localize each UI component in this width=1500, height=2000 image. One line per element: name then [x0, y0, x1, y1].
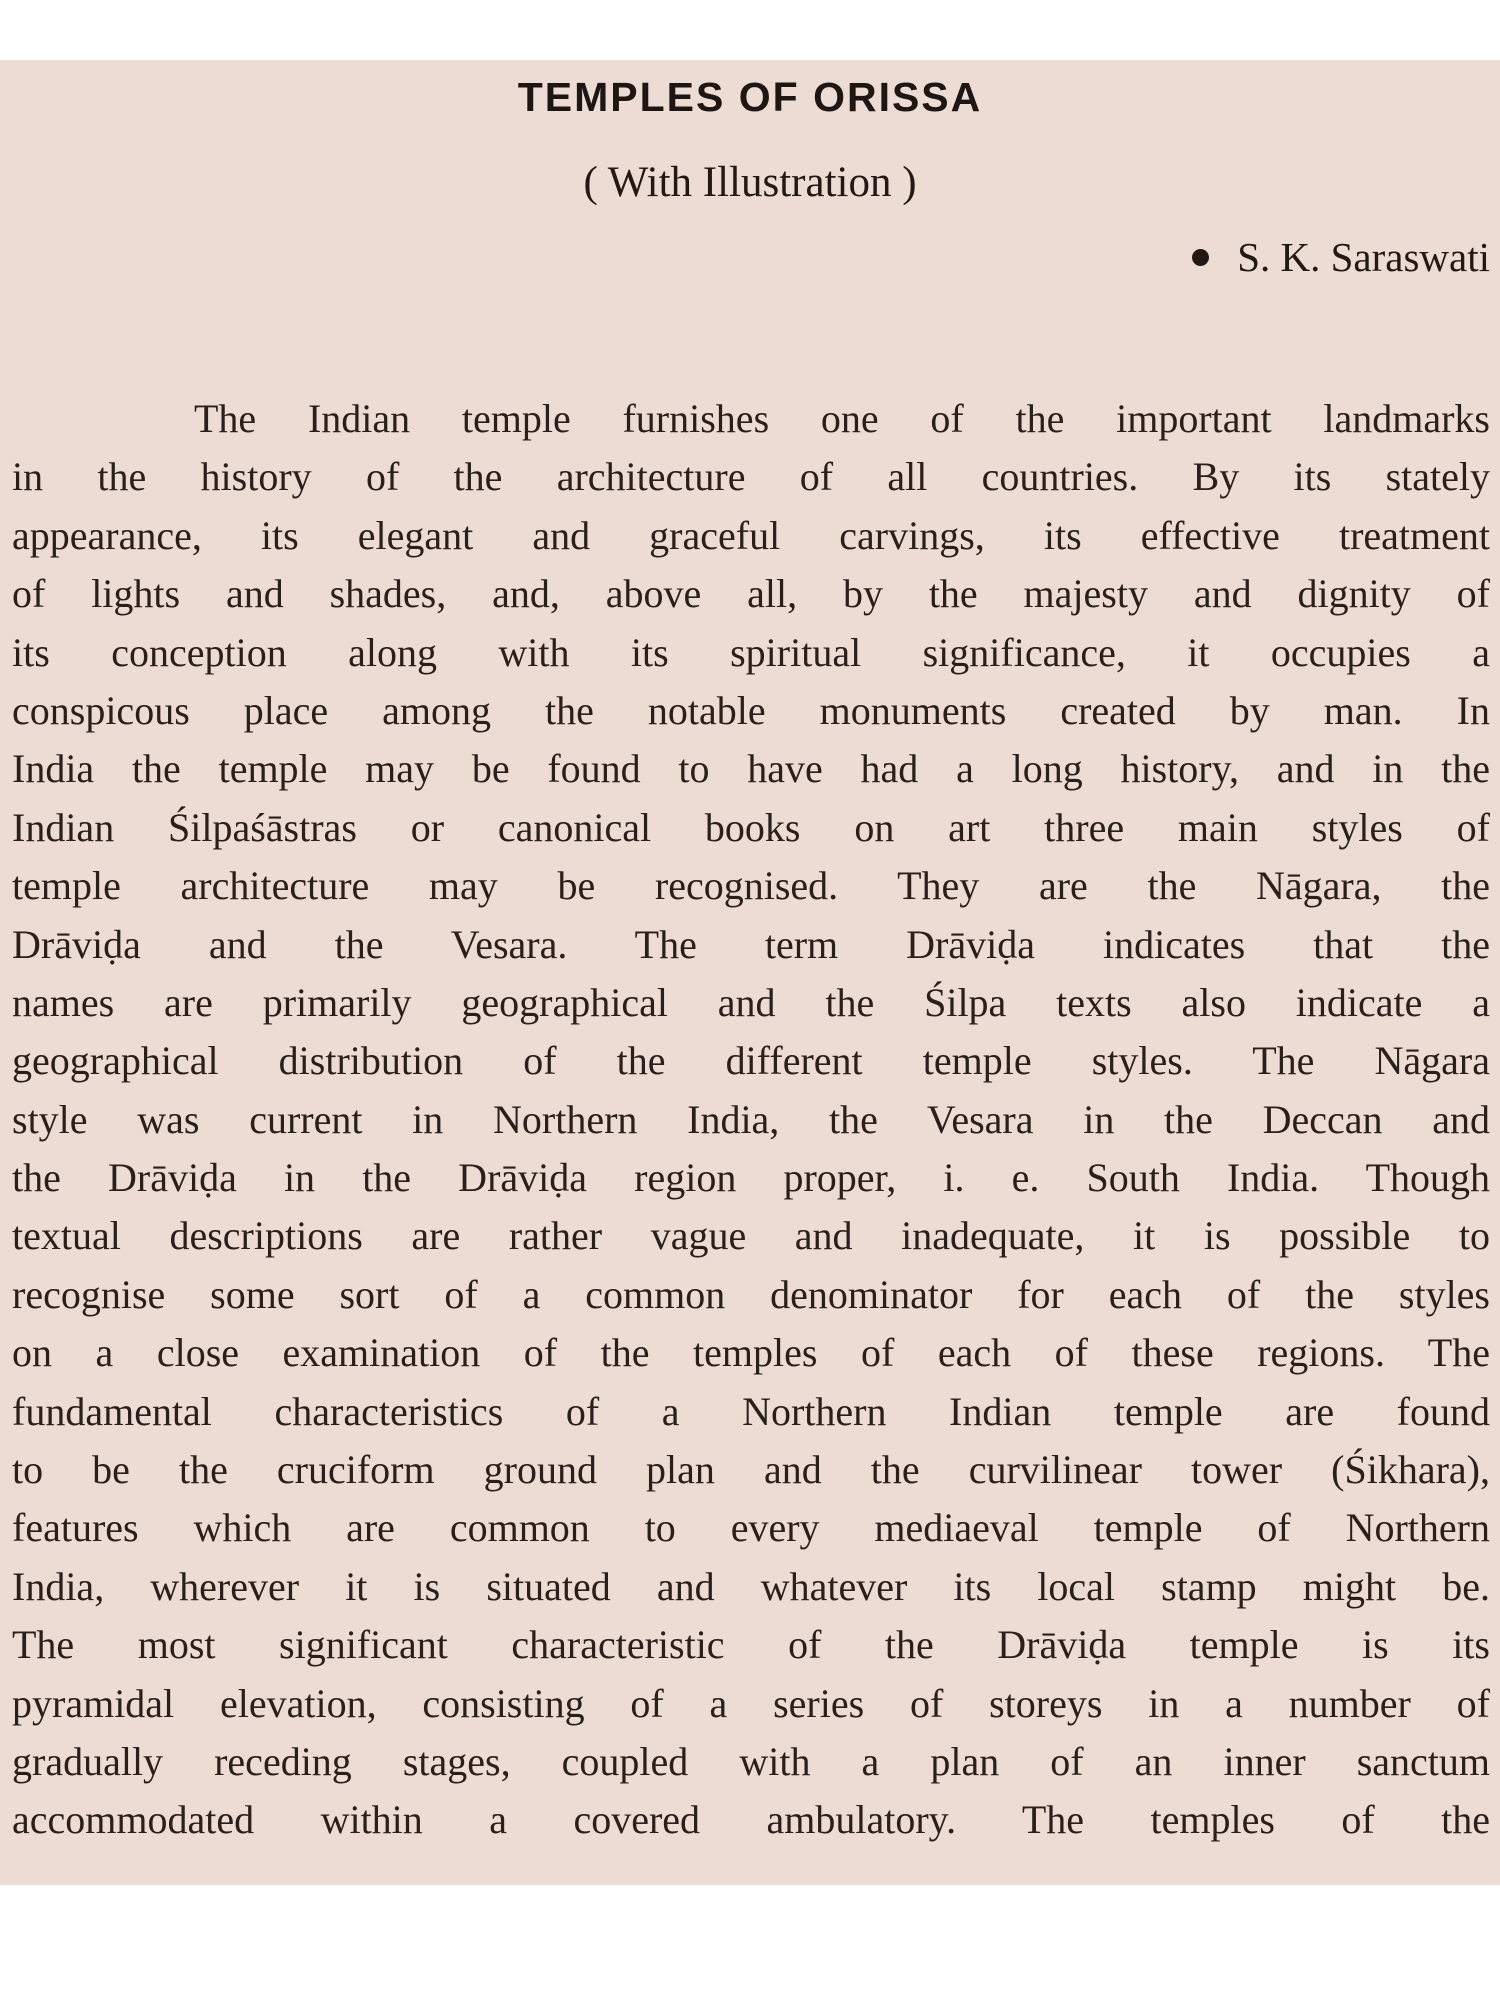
- body-line: appearance, its elegant and graceful carvings, its effective treatment: [12, 512, 1490, 558]
- bullet-icon: [1192, 249, 1209, 266]
- body-line: of lights and shades, and, above all, by the majesty and dignity of: [12, 571, 1490, 617]
- body-line: fundamental characteristics of a Northern Indian temple are found: [12, 1388, 1490, 1434]
- body-paragraph: [12, 390, 1490, 1850]
- document-page: [0, 60, 1500, 1885]
- body-line: pyramidal elevation, consisting of a series of storeys in a number of: [12, 1680, 1490, 1726]
- body-line: style was current in Northern India, the Vesara in the Deccan and: [12, 1096, 1490, 1142]
- article-title: TEMPLES OF ORISSA: [517, 74, 983, 120]
- body-line: recognise some sort of a common denominator for each of the styles: [12, 1271, 1490, 1317]
- body-line: features which are common to every mediaeval temple of Northern: [12, 1505, 1490, 1551]
- body-line: accommodated within a covered ambulatory. The temples of the: [12, 1797, 1490, 1843]
- body-line: in the history of the architecture of all countries. By its stately: [12, 454, 1490, 500]
- body-line: gradually receding stages, coupled with a plan of an inner sanctum: [12, 1738, 1490, 1784]
- body-line: Drāviḍa and the Vesara. The term Drāviḍa indicates that the: [12, 921, 1490, 967]
- body-line: conspicous place among the notable monuments created by man. In: [12, 687, 1490, 733]
- body-line: India the temple may be found to have had a long history, and in the: [12, 746, 1490, 792]
- body-line: The most significant characteristic of the Drāviḍa temple is its: [12, 1622, 1490, 1668]
- body-line: The Indian temple furnishes one of the important landmarks: [194, 396, 1490, 441]
- body-line: to be the cruciform ground plan and the curvilinear tower (Śikhara),: [12, 1447, 1490, 1493]
- article-subtitle: ( With Illustration ): [583, 159, 917, 206]
- body-line: its conception along with its spiritual significance, it occupies a: [12, 629, 1490, 675]
- body-line: temple architecture may be recognised. They are the Nāgara, the: [12, 863, 1490, 909]
- author-byline: [1192, 233, 1490, 281]
- body-line: on a close examination of the temples of each of these regions. The: [12, 1330, 1490, 1376]
- body-line: India, wherever it is situated and whatever its local stamp might be.: [12, 1563, 1490, 1609]
- body-line: geographical distribution of the different temple styles. The Nāgara: [12, 1038, 1490, 1084]
- body-line: Indian Śilpaśāstras or canonical books on art three main styles of: [12, 804, 1490, 850]
- body-line: the Drāviḍa in the Drāviḍa region proper, i. e. South India. Though: [12, 1155, 1490, 1201]
- body-line: names are primarily geographical and the Śilpa texts also indicate a: [12, 979, 1490, 1025]
- author-name: S. K. Saraswati: [1237, 234, 1490, 280]
- body-line: textual descriptions are rather vague and inadequate, it is possible to: [12, 1213, 1490, 1259]
